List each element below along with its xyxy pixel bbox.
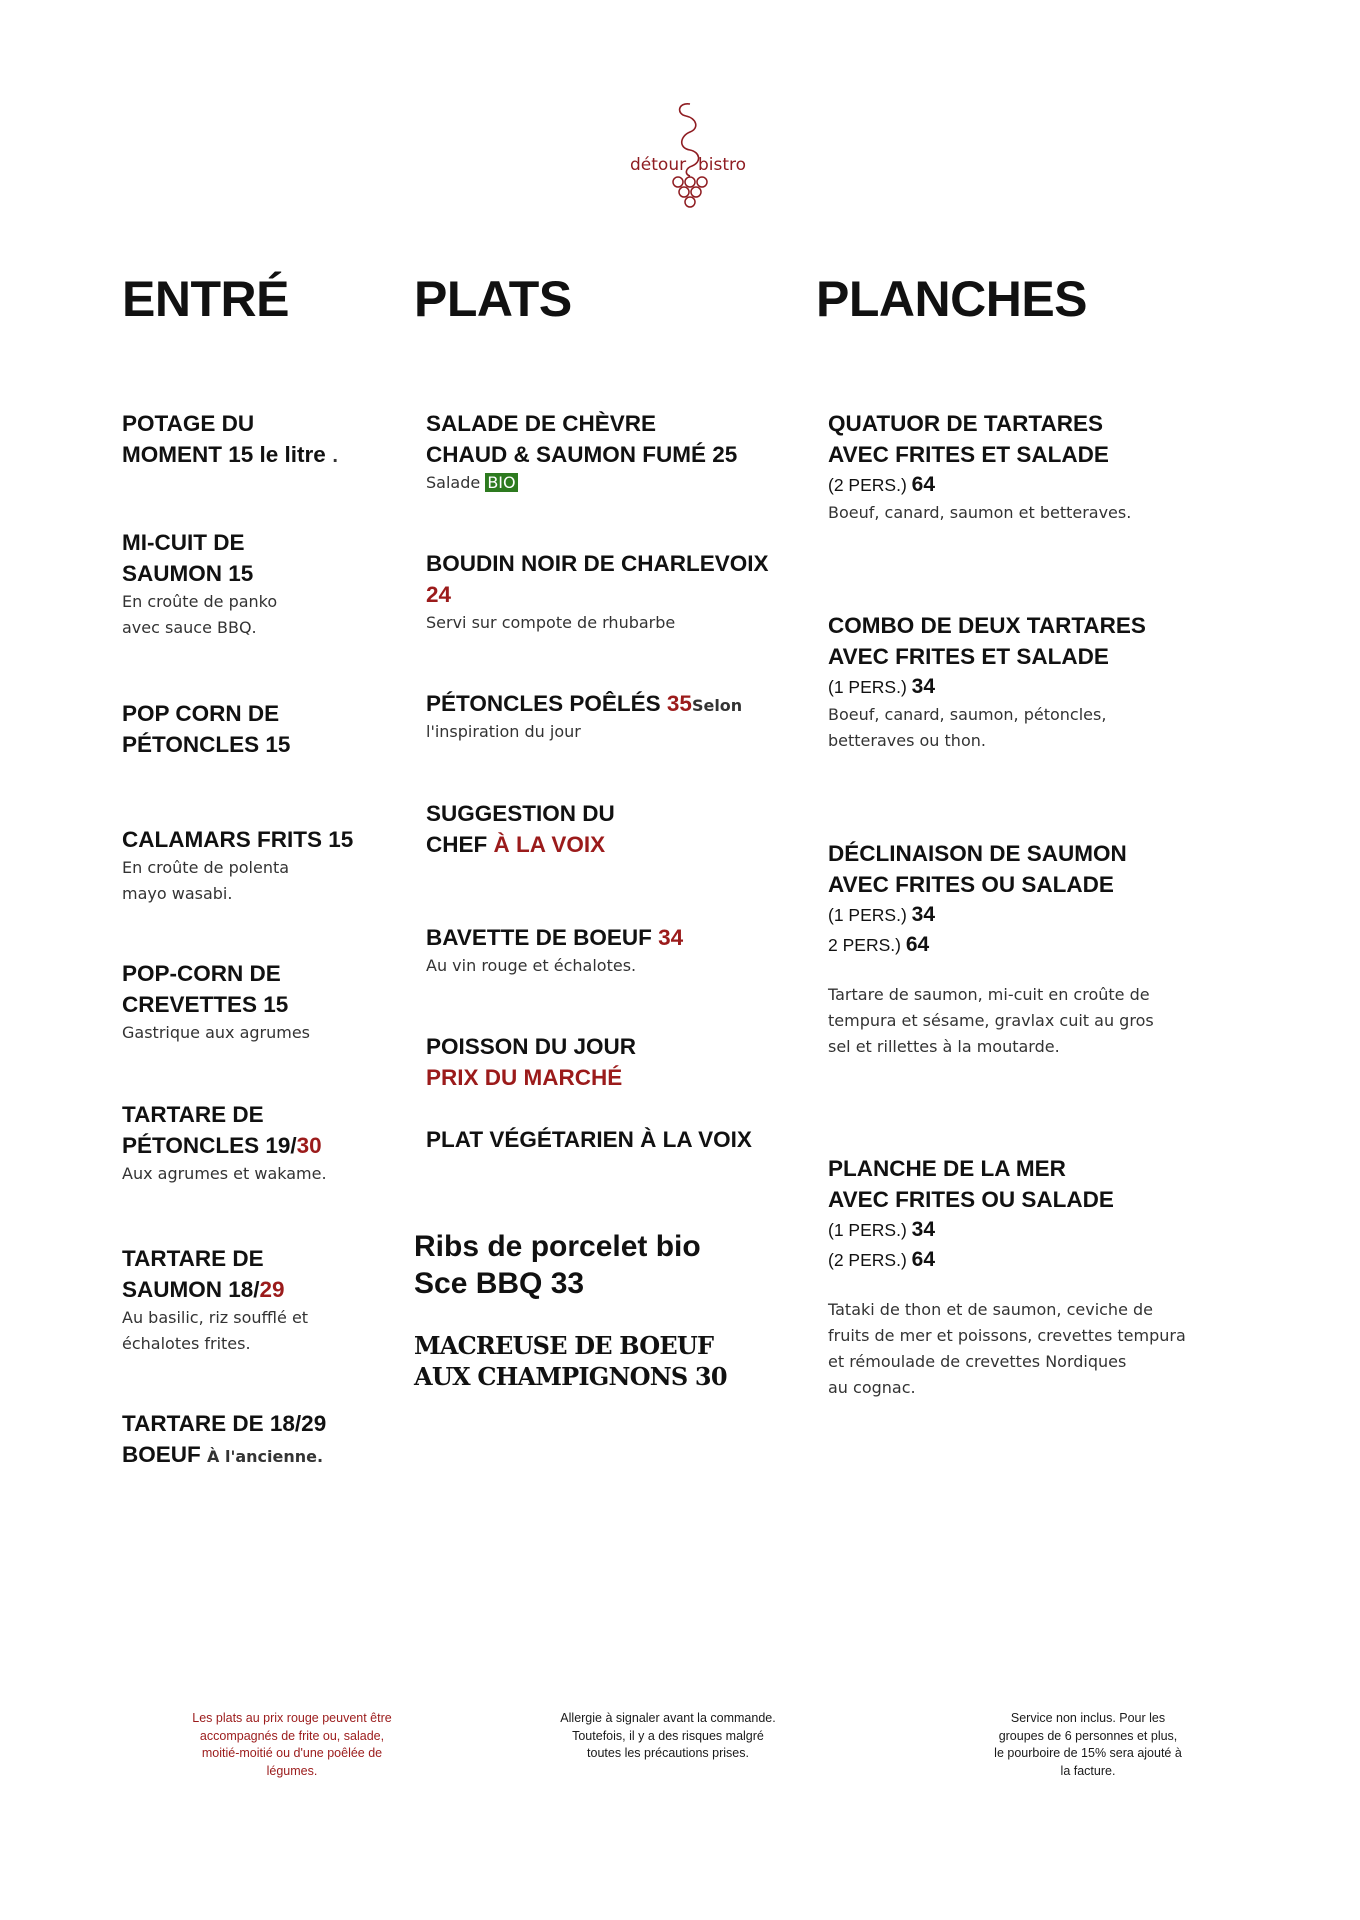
portion-price: (2 PERS.) 64 bbox=[828, 473, 936, 496]
item-name: SAUMON 18/29 bbox=[122, 1277, 285, 1302]
planches-heading: PLANCHES bbox=[816, 271, 1088, 327]
item-description: Au basilic, riz soufflé et bbox=[122, 1308, 309, 1327]
item-name: SUGGESTION DU bbox=[426, 801, 615, 826]
red-price: 30 bbox=[296, 1133, 322, 1158]
planche-item-de-la-mer bbox=[828, 1153, 1186, 1401]
plat-item-vegetarien bbox=[426, 1124, 752, 1155]
portion-price: (1 PERS.) 34 bbox=[828, 903, 936, 926]
item-name: AVEC FRITES OU SALADE bbox=[828, 1187, 1114, 1212]
item-description: Boeuf, canard, saumon, pétoncles, bbox=[828, 705, 1107, 724]
planche-item-combo bbox=[828, 610, 1146, 754]
entree-item-pop-corn-petoncles bbox=[122, 698, 290, 760]
item-description: tempura et sésame, gravlax cuit au gros bbox=[828, 1011, 1154, 1030]
item-description: avec sauce BBQ. bbox=[122, 618, 257, 637]
item-description: En croûte de panko bbox=[122, 592, 278, 611]
entree-item-tartare-petoncles bbox=[122, 1099, 327, 1187]
entree-item-potage bbox=[122, 408, 338, 470]
item-description: mayo wasabi. bbox=[122, 884, 233, 903]
item-name: POP-CORN DE bbox=[122, 961, 281, 986]
plat-item-poisson-du-jour bbox=[426, 1031, 636, 1093]
plat-item-suggestion-chef bbox=[426, 798, 615, 860]
plat-item-petoncles-poeles bbox=[426, 688, 742, 745]
item-name: PLANCHE DE LA MER bbox=[828, 1156, 1066, 1181]
red-price: 35 bbox=[666, 691, 692, 716]
item-name: AVEC FRITES OU SALADE bbox=[828, 872, 1114, 897]
entree-item-mi-cuit bbox=[122, 527, 277, 641]
market-price: PRIX DU MARCHÉ bbox=[426, 1065, 623, 1090]
item-name: BAVETTE DE BOEUF 34 bbox=[426, 925, 684, 950]
item-description: l'inspiration du jour bbox=[426, 722, 581, 741]
item-name: TARTARE DE 18/29 bbox=[122, 1411, 327, 1436]
item-description: Tartare de saumon, mi-cuit en croûte de bbox=[828, 985, 1150, 1004]
item-description: Servi sur compote de rhubarbe bbox=[426, 613, 676, 632]
plat-item-salade-chevre bbox=[426, 408, 737, 496]
item-name: PLAT VÉGÉTARIEN À LA VOIX bbox=[426, 1127, 752, 1152]
red-price: 34 bbox=[658, 925, 684, 950]
portion-price: (1 PERS.) 34 bbox=[828, 1218, 936, 1241]
grape-icon bbox=[673, 177, 707, 207]
item-name: SALADE DE CHÈVRE bbox=[426, 411, 657, 436]
portion-price: (1 PERS.) 34 bbox=[828, 675, 936, 698]
footer-note-red-prices: Les plats au prix rouge peuvent être accompagnés de frite ou, salade, moitié-moitié ou d'une poêlée de légumes. bbox=[192, 1711, 392, 1778]
item-name: COMBO DE DEUX TARTARES bbox=[828, 613, 1146, 638]
planche-item-quatuor bbox=[828, 408, 1131, 526]
item-name: AVEC FRITES ET SALADE bbox=[828, 442, 1109, 467]
footer-note-service: Service non inclus. Pour les groupes de 6 personnes et plus, le pourboire de 15% sera ajouté à la facture. bbox=[994, 1711, 1182, 1778]
planche-item-declinaison-saumon bbox=[828, 838, 1154, 1060]
entree-item-tartare-boeuf bbox=[122, 1408, 326, 1470]
red-price: 29 bbox=[259, 1277, 285, 1302]
item-name: AVEC FRITES ET SALADE bbox=[828, 644, 1109, 669]
logo-word-detour: détour bbox=[630, 155, 687, 175]
logo-word-bistro: bistro bbox=[698, 155, 747, 175]
plat-item-macreuse bbox=[414, 1330, 727, 1392]
item-description: betteraves ou thon. bbox=[828, 731, 986, 750]
entree-item-pop-corn-crevettes bbox=[122, 958, 310, 1046]
item-description: Salade BIO bbox=[426, 473, 516, 492]
item-name: POP CORN DE bbox=[122, 701, 280, 726]
item-description: sel et rillettes à la moutarde. bbox=[828, 1037, 1060, 1056]
item-name: BOEUF À l'ancienne. bbox=[122, 1442, 324, 1467]
plat-item-boudin-noir bbox=[426, 548, 769, 636]
item-name: SAUMON 15 bbox=[122, 561, 254, 586]
item-name: AUX CHAMPIGNONS 30 bbox=[414, 1362, 727, 1391]
item-description: À l'ancienne. bbox=[207, 1447, 324, 1466]
item-name: POTAGE DU bbox=[122, 411, 255, 436]
plats-heading: PLATS bbox=[414, 271, 572, 327]
entree-heading: ENTRÉ bbox=[122, 271, 289, 327]
portion-price: (2 PERS.) 64 bbox=[828, 1248, 936, 1271]
item-name: DÉCLINAISON DE SAUMON bbox=[828, 841, 1127, 866]
item-description: Boeuf, canard, saumon et betteraves. bbox=[828, 503, 1132, 522]
item-name: CHEF À LA VOIX bbox=[426, 832, 606, 857]
plats-column-heading bbox=[414, 270, 572, 328]
item-name: Sce BBQ 33 bbox=[414, 1267, 585, 1300]
entree-item-tartare-saumon bbox=[122, 1243, 308, 1357]
item-name: CALAMARS FRITS 15 bbox=[122, 827, 354, 852]
item-description: Gastrique aux agrumes bbox=[122, 1023, 311, 1042]
plat-item-bavette bbox=[426, 922, 683, 979]
item-name: PÉTONCLES POÊLÉS 35Selon bbox=[426, 691, 743, 716]
item-name: CHAUD & SAUMON FUMÉ 25 bbox=[426, 442, 738, 467]
item-name: MACREUSE DE BOEUF bbox=[414, 1331, 714, 1360]
plat-item-ribs bbox=[414, 1228, 701, 1302]
item-name: MI-CUIT DE bbox=[122, 530, 245, 555]
item-description: fruits de mer et poissons, crevettes tempura bbox=[828, 1326, 1186, 1345]
item-description: au cognac. bbox=[828, 1378, 916, 1397]
detour-bistro-logo bbox=[620, 96, 760, 216]
footer-note-allergies: Allergie à signaler avant la commande. Toutefois, il y a des risques malgré toutes les précautions prises. bbox=[560, 1711, 776, 1760]
item-name: MOMENT 15 le litre . bbox=[122, 442, 339, 467]
item-description: Au vin rouge et échalotes. bbox=[426, 956, 637, 975]
item-description: Aux agrumes et wakame. bbox=[122, 1164, 327, 1183]
item-name: Ribs de porcelet bio bbox=[414, 1230, 701, 1263]
item-name: PÉTONCLES 15 bbox=[122, 732, 291, 757]
item-description: échalotes frites. bbox=[122, 1334, 251, 1353]
entree-column-heading bbox=[122, 270, 289, 328]
red-price: 24 bbox=[426, 582, 452, 607]
item-name: PÉTONCLES 19/30 bbox=[122, 1133, 322, 1158]
portion-price: 2 PERS.) 64 bbox=[828, 933, 930, 956]
item-description: Tataki de thon et de saumon, ceviche de bbox=[828, 1300, 1153, 1319]
entree-item-calamars bbox=[122, 824, 353, 907]
item-name: CREVETTES 15 bbox=[122, 992, 289, 1017]
item-name: BOUDIN NOIR DE CHARLEVOIX bbox=[426, 551, 769, 576]
item-name: QUATUOR DE TARTARES bbox=[828, 411, 1103, 436]
planches-column-heading bbox=[816, 270, 1087, 328]
bio-badge: BIO bbox=[487, 473, 516, 492]
item-name: TARTARE DE bbox=[122, 1102, 264, 1127]
item-description: et rémoulade de crevettes Nordiques bbox=[828, 1352, 1127, 1371]
item-description: En croûte de polenta bbox=[122, 858, 290, 877]
item-name: POISSON DU JOUR bbox=[426, 1034, 637, 1059]
item-name: TARTARE DE bbox=[122, 1246, 264, 1271]
